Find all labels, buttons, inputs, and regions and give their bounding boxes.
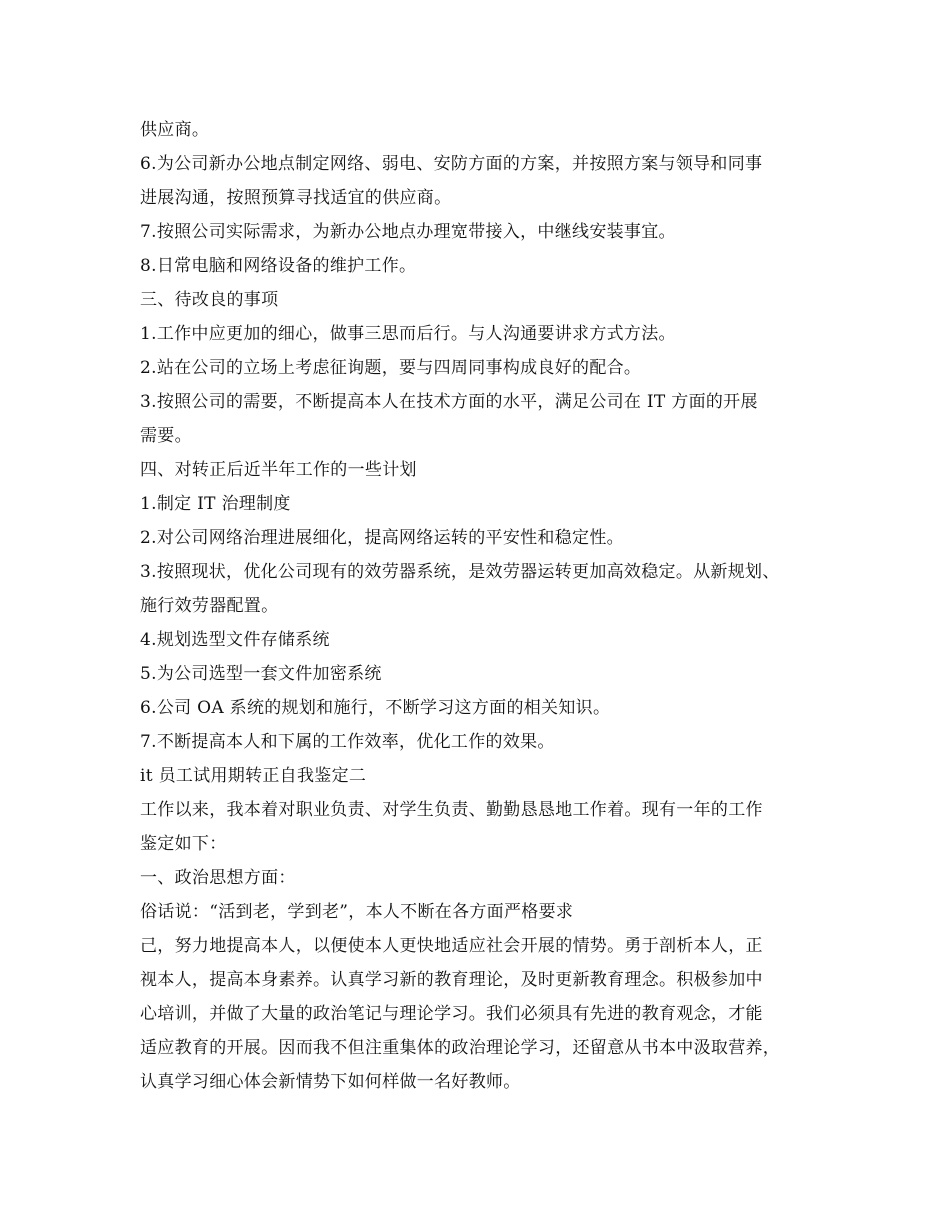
section-heading: 一、政治思想方面：	[140, 868, 296, 888]
text-line: 1.制定 IT 治理制度	[140, 494, 291, 514]
text-line: 认真学习细心体会新情势下如何样做一名好教师。	[140, 1072, 521, 1092]
text-line: 适应教育的开展。因而我不但注重集体的政治理论学习，还留意从书本中汲取营养，	[140, 1038, 781, 1058]
text-line: 8.日常电脑和网络设备的维护工作。	[140, 256, 417, 276]
text-line: 3.按照公司的需要，不断提高本人在技术方面的水平，满足公司在 IT 方面的开展	[140, 392, 758, 412]
text-line: 2.站在公司的立场上考虑征询题，要与四周同事构成良好的配合。	[140, 358, 642, 378]
text-line: 3.按照现状，优化公司现有的效劳器系统，是效劳器运转更加高效稳定。从新规划、	[140, 562, 780, 582]
text-line: 4.规划选型文件存储系统	[140, 630, 330, 650]
text-line: 视本人，提高本身素养。认真学习新的教育理论，及时更新教育理念。积极参加中	[140, 970, 763, 990]
text-line: 己，努力地提高本人，以便使本人更快地适应社会开展的情势。勇于剖析本人，正	[140, 936, 763, 956]
text-line: 鉴定如下：	[140, 834, 227, 854]
text-line: 6.公司 OA 系统的规划和施行，不断学习这方面的相关知识。	[140, 698, 611, 718]
text-line: 7.按照公司实际需求，为新办公地点办理宽带接入，中继线安装事宜。	[140, 222, 676, 242]
text-line: 俗话说：“活到老，学到老”，本人不断在各方面严格要求	[140, 902, 574, 922]
text-line: 2.对公司网络治理进展细化，提高网络运转的平安性和稳定性。	[140, 528, 624, 548]
text-line: 6.为公司新办公地点制定网络、弱电、安防方面的方案，并按照方案与领导和同事	[140, 154, 763, 174]
text-line: 5.为公司选型一套文件加密系统	[140, 664, 382, 684]
text-line: 供应商。	[140, 120, 210, 140]
text-line: 施行效劳器配置。	[140, 596, 279, 616]
text-line: 需要。	[140, 426, 192, 446]
document-subtitle: it 员工试用期转正自我鉴定二	[140, 766, 367, 786]
text-line: 进展沟通，按照预算寻找适宜的供应商。	[140, 188, 452, 208]
text-line: 1.工作中应更加的细心，做事三思而后行。与人沟通要讲求方式方法。	[140, 324, 676, 344]
text-line: 心培训，并做了大量的政治笔记与理论学习。我们必须具有先进的教育观念，才能	[140, 1004, 763, 1024]
document-body	[140, 113, 830, 1099]
text-line: 7.不断提高本人和下属的工作效率，优化工作的效果。	[140, 732, 555, 752]
text-line: 工作以来，我本着对职业负责、对学生负责、勤勤恳恳地工作着。现有一年的工作	[140, 800, 763, 820]
section-heading: 四、对转正后近半年工作的一些计划	[140, 460, 417, 480]
section-heading: 三、待改良的事项	[140, 290, 279, 310]
